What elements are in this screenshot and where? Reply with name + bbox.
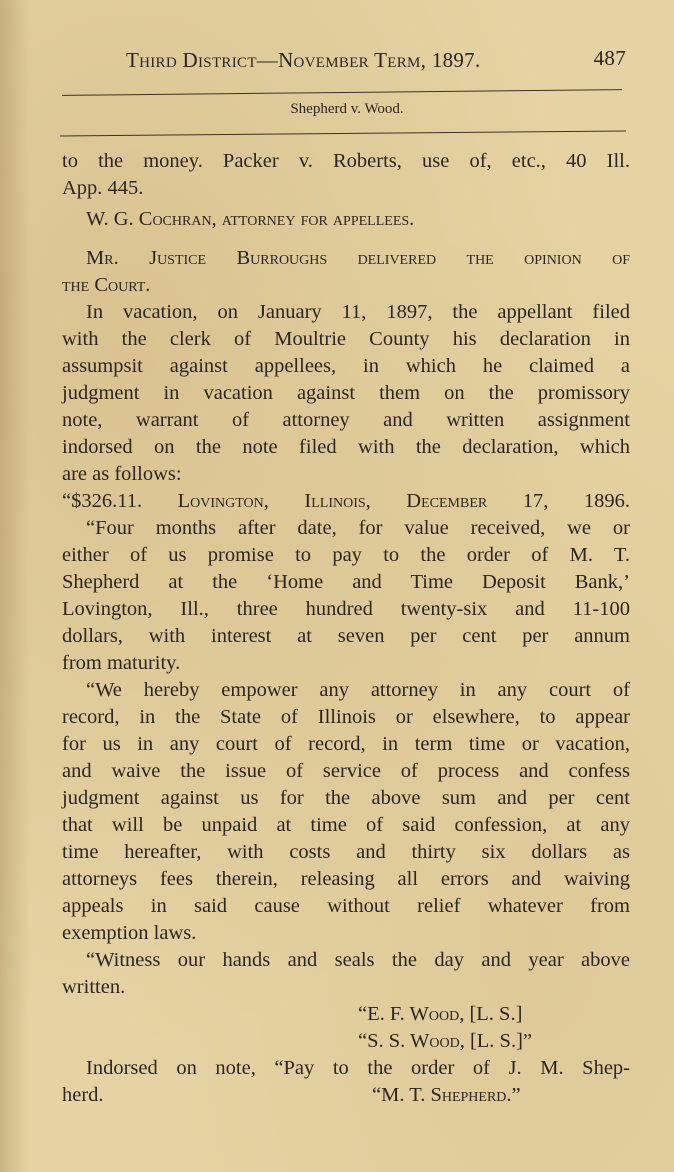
text-line: to the money. Packer v. Roberts, use of, etc., 40 Ill.	[62, 150, 630, 172]
note-text-line: dollars, with interest at seven per cent per annum	[62, 625, 630, 647]
note-text-line: either of us promise to pay to the order of M. T.	[62, 544, 630, 566]
opinion-heading-cont: the Court.	[62, 274, 151, 296]
text-line: judgment in vacation against them on the promissory	[62, 382, 630, 404]
counsel-line: W. G. Cochran, attorney for appellees.	[86, 208, 415, 230]
text-line: App. 445.	[62, 177, 144, 199]
header-rule-bottom	[60, 131, 626, 137]
text-line: with the clerk of Moultrie County his declaration in	[62, 328, 630, 350]
warrant-text-line: record, in the State of Illinois or elsewhere, to appear	[62, 706, 630, 728]
note-text-line: from maturity.	[62, 652, 181, 674]
note-text-line: “Four months after date, for value received, we or	[86, 517, 630, 539]
text-line: are as follows:	[62, 463, 182, 485]
text-line: assumpsit against appellees, in which he claimed a	[62, 355, 630, 377]
endorsement-line-final	[62, 1082, 630, 1109]
text-line: In vacation, on January 11, 1897, the appellant filed	[86, 301, 630, 323]
text-line: note, warrant of attorney and written assignment	[62, 409, 630, 431]
signature-ef-wood: “E. F. Wood, [L. S.]	[358, 1003, 523, 1025]
witness-line: “Witness our hands and seals the day and year above	[86, 949, 630, 971]
page-number: 487	[593, 46, 626, 70]
running-title: Third District—November Term, 1897.	[126, 48, 481, 72]
case-name: Shepherd v. Wood.	[290, 101, 404, 117]
warrant-text-line: appeals in said cause without relief whatever from	[62, 895, 630, 917]
note-text-line: Shepherd at the ‘Home and Time Deposit Bank,’	[62, 571, 630, 593]
spacer	[62, 233, 630, 245]
warrant-text-line: exemption laws.	[62, 922, 197, 944]
note-text-line: Lovington, Ill., three hundred twenty-six and 11-100	[62, 598, 630, 620]
warrant-text-line: time hereafter, with costs and thirty six dollars as	[62, 841, 630, 863]
signature-mt-shepherd: “M. T. Shepherd.”	[372, 1084, 521, 1106]
warrant-text-line: attorneys fees therein, releasing all errors and waiving	[62, 868, 630, 890]
header-rule-top	[62, 89, 622, 96]
endorsement-text: herd.	[62, 1084, 104, 1106]
warrant-text-line: that will be unpaid at time of said confession, at any	[62, 814, 630, 836]
page-body	[62, 148, 630, 1109]
signature-ss-wood: “S. S. Wood, [L. S.]”	[358, 1030, 533, 1052]
note-heading: “$326.11. Lovington, Illinois, December 17, 1896.	[62, 490, 630, 512]
text-line: indorsed on the note filed with the declaration, which	[62, 436, 630, 458]
warrant-text-line: and waive the issue of service of process and confess	[62, 760, 630, 782]
warrant-text-line: judgment against us for the above sum and per cent	[62, 787, 630, 809]
warrant-text-line: for us in any court of record, in term time or vacation,	[62, 733, 630, 755]
endorsement-line: Indorsed on note, “Pay to the order of J. M. Shep-	[86, 1057, 630, 1079]
witness-line: written.	[62, 976, 126, 998]
opinion-heading: Mr. Justice Burroughs delivered the opinion of	[86, 247, 630, 269]
page-edge-shadow	[0, 0, 30, 1172]
warrant-text-line: “We hereby empower any attorney in any court of	[86, 679, 630, 701]
